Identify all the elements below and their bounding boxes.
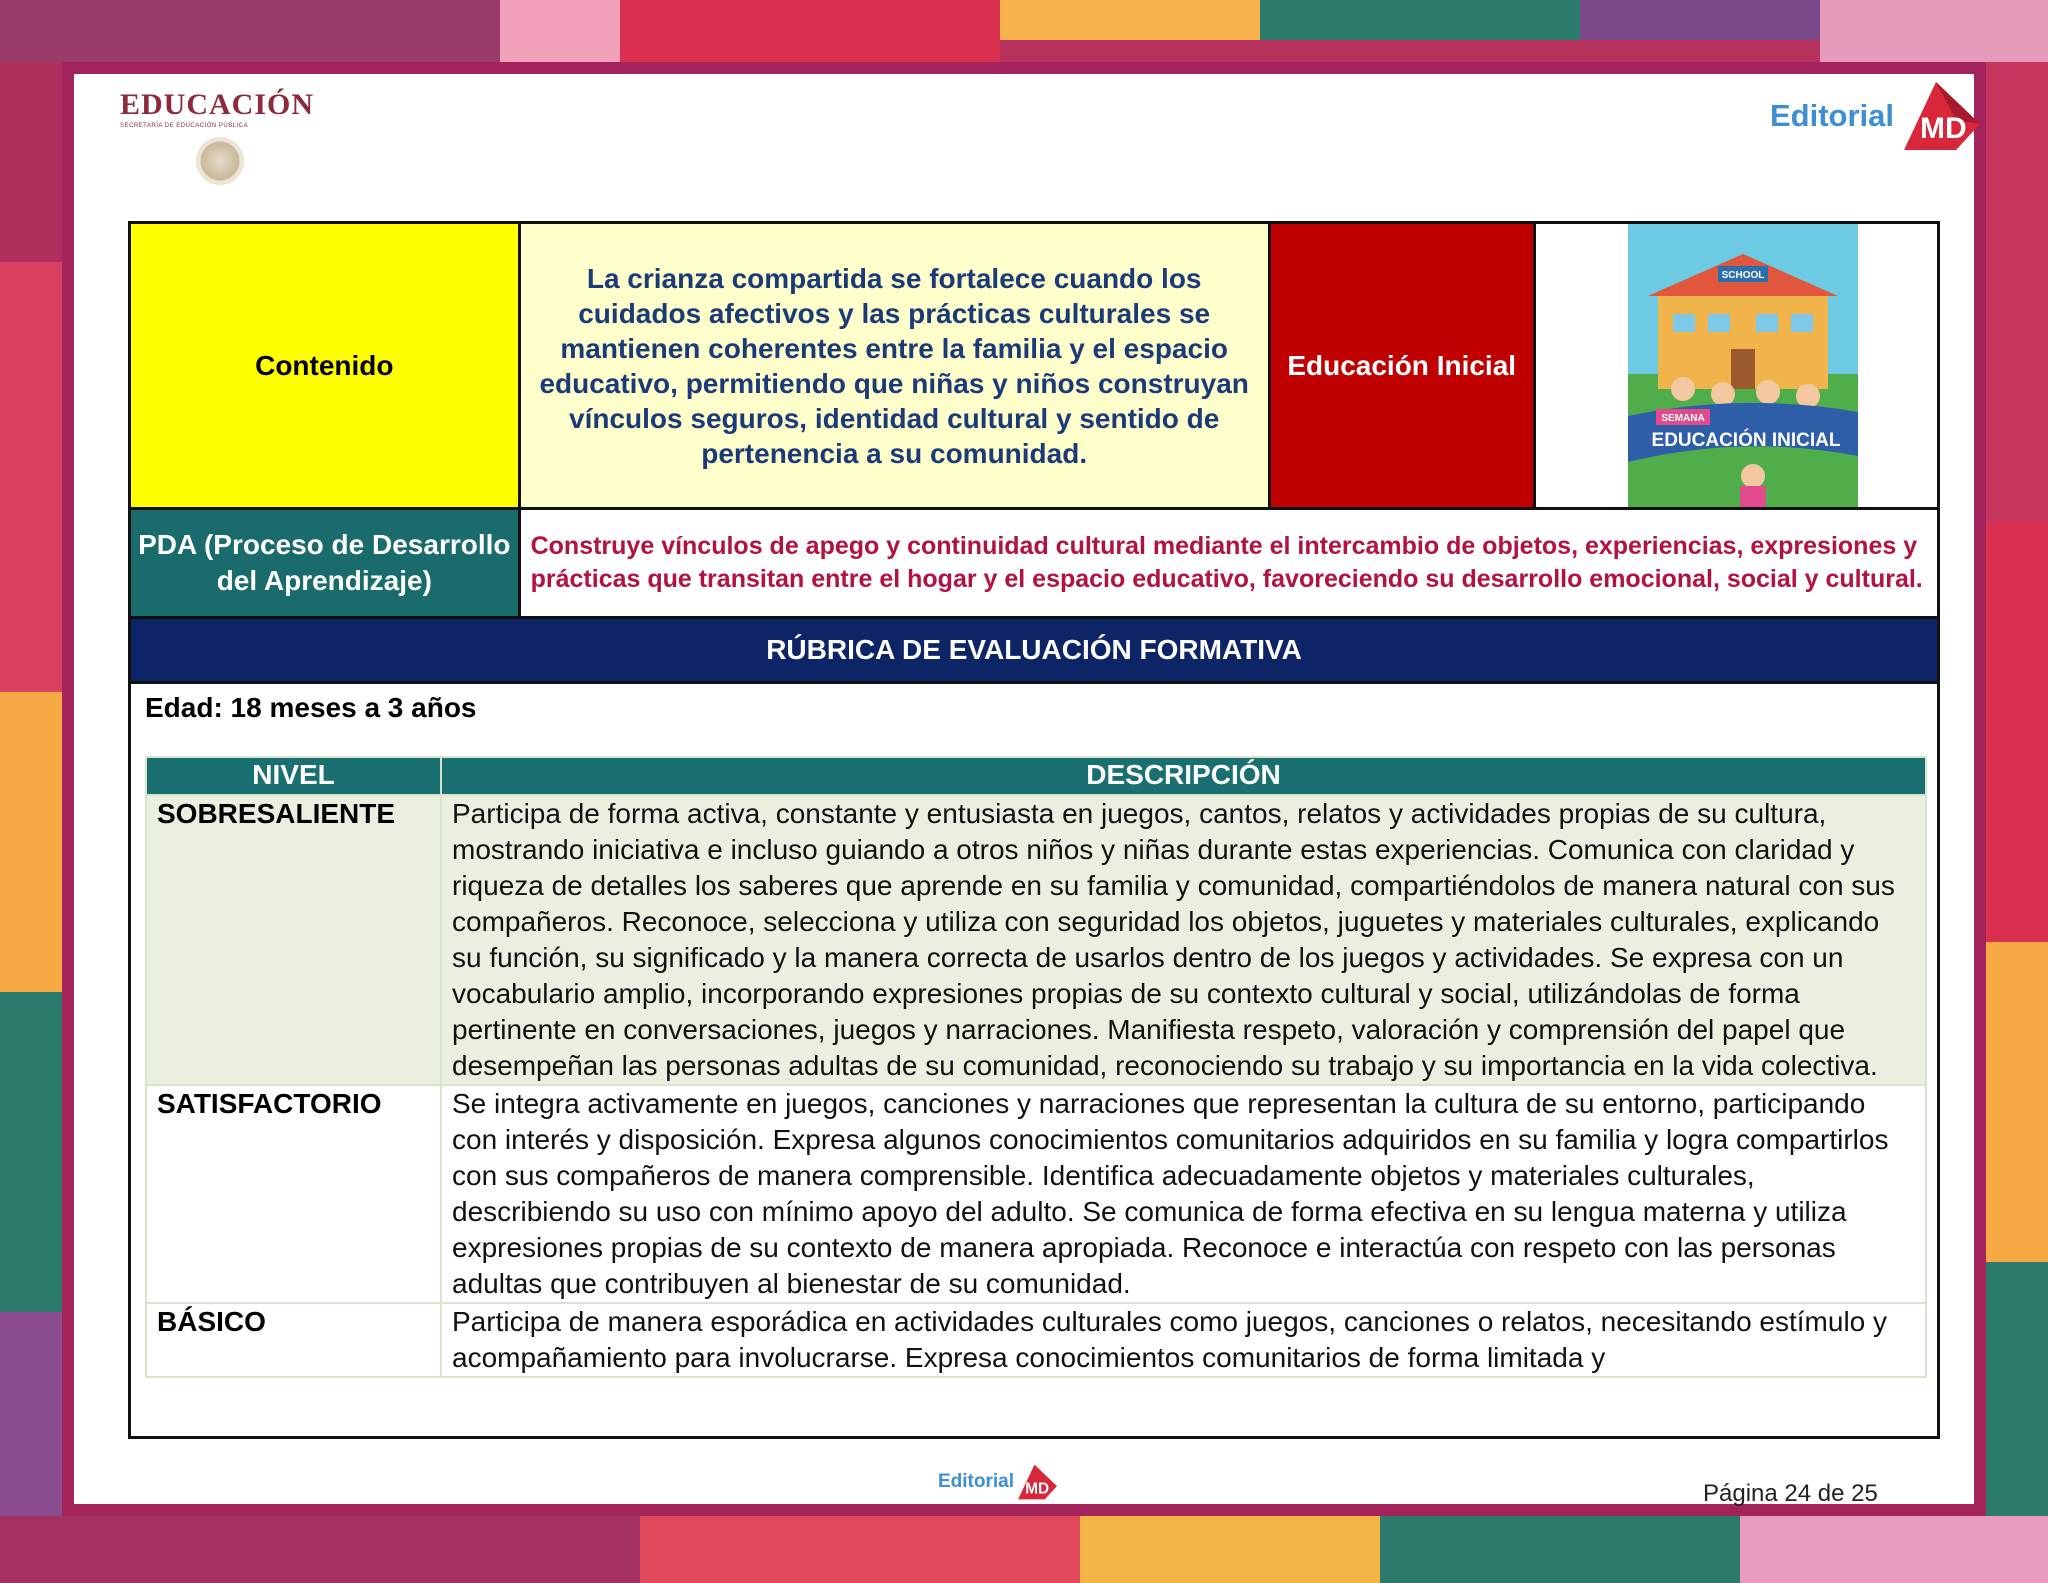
bg-block [0, 62, 62, 262]
table-row [146, 1303, 1926, 1377]
svg-text:SCHOOL: SCHOOL [1721, 270, 1765, 281]
content-table [128, 221, 1940, 1439]
sep-subtitle: SECRETARÍA DE EDUCACIÓN PÚBLICA [120, 123, 249, 129]
svg-text:MD: MD [1920, 112, 1967, 145]
rubric-table [145, 756, 1927, 1378]
level-label: Educación Inicial [1269, 223, 1534, 509]
bg-block [1820, 0, 2048, 62]
sep-logo [120, 88, 330, 185]
svg-text:SEMANA: SEMANA [1660, 413, 1705, 424]
pda-label: PDA (Proceso de Desarrollo del Aprendizaje) [130, 509, 520, 618]
contenido-label: Contenido [130, 223, 520, 509]
rubric-section [130, 683, 1939, 1438]
level-name: SOBRESALIENTE [146, 795, 441, 1085]
column-header-level: NIVEL [146, 757, 441, 795]
bg-block [1000, 0, 1260, 40]
column-header-description: DESCRIPCIÓN [441, 757, 1926, 795]
bg-block [640, 1516, 1080, 1583]
bg-block [0, 992, 62, 1312]
svg-text:EDUCACIÓN INICIAL: EDUCACIÓN INICIAL [1651, 430, 1841, 451]
bg-block [0, 0, 500, 62]
footer-editorial-logo [938, 1462, 1058, 1502]
page-number: Página 24 de 25 [1703, 1480, 1878, 1507]
bg-block [500, 0, 620, 62]
rubric-title: RÚBRICA DE EVALUACIÓN FORMATIVA [130, 618, 1939, 683]
level-name: SATISFACTORIO [146, 1085, 441, 1303]
bg-block [1740, 1516, 2048, 1583]
footer-logo-text: Editorial [938, 1471, 1015, 1492]
educacion-inicial-poster [1628, 224, 1858, 507]
sep-title: EDUCACIÓN [120, 88, 315, 121]
bg-block [1986, 942, 2048, 1262]
bg-block [620, 0, 1000, 62]
level-name: BÁSICO [146, 1303, 441, 1377]
bg-block [1380, 1516, 1740, 1583]
bg-block [0, 1516, 640, 1583]
bg-block [0, 692, 62, 992]
pda-text: Construye vínculos de apego y continuidad cultural mediante el intercambio de objetos, experiencias, expresiones y prácticas que transitan entre el hogar y el espacio educativo, favoreciendo su desarrollo emocional, social y cultural. [519, 509, 1938, 618]
level-description: Participa de forma activa, constante y entusiasta en juegos, cantos, relatos y actividades propias de su cultura, mostrando iniciativa e incluso guiando a otros niños y niñas durante estas experiencias. Comunica con claridad y riqueza de detalles los saberes que aprende en su familia y comunidad, compartiéndolos de manera natural con sus compañeros. Reconoce, selecciona y utiliza con seguridad los objetos, juguetes y materiales culturales, explicando su función, su significado y la manera correcta de usarlos dentro de los juegos y actividades. Se expresa con un vocabulario amplio, incorporando expresiones propias de su contexto cultural y social, utilizándolas de forma pertinente en conversaciones, juegos y narraciones. Manifiesta respeto, valoración y comprensión del papel que desempeñan las personas adultas de su comunidad, reconociendo su trabajo y su importancia en la vida colectiva. [441, 795, 1926, 1085]
bg-block [1580, 0, 1820, 40]
level-description: Se integra activamente en juegos, canciones y narraciones que representan la cultura de su entorno, participando con interés y disposición. Expresa algunos conocimientos comunitarios adquiridos en su familia y logra compartirlos con sus compañeros de manera comprensible. Identifica adecuadamente objetos y materiales culturales, describiendo su uso con mínimo apoyo del adulto. Se comunica de forma efectiva en su lengua materna y utiliza expresiones propias de su contexto de manera apropiada. Reconoce e interactúa con respeto con las personas adultas que contribuyen al bienestar de su comunidad. [441, 1085, 1926, 1303]
editorial-logo-text: Editorial [1770, 98, 1895, 133]
svg-text:MD: MD [1025, 1480, 1050, 1498]
bg-block [1986, 62, 2048, 522]
age-range: Edad: 18 meses a 3 años [145, 692, 477, 723]
level-description: Participa de manera esporádica en actividades culturales como juegos, canciones o relatos, necesitando estímulo y acompañamiento para involucrarse. Expresa conocimientos comunitarios de forma limitada y [441, 1303, 1926, 1377]
poster-cell [1534, 223, 1938, 509]
table-row [146, 795, 1926, 1085]
bg-block [1260, 0, 1580, 40]
editorial-md-logo [1770, 80, 1982, 152]
footer-md-mark-icon [1014, 1462, 1058, 1502]
md-mark-icon [1896, 80, 1982, 152]
contenido-text: La crianza compartida se fortalece cuando los cuidados afectivos y las prácticas culturales se mantienen coherentes entre la familia y el espacio educativo, permitiendo que niñas y niños construyan vínculos seguros, identidad cultural y sentido de pertenencia a su comunidad. [519, 223, 1269, 509]
bg-block [1080, 1516, 1380, 1583]
bg-block [0, 262, 62, 692]
national-seal-icon [196, 137, 244, 185]
bg-block [1986, 522, 2048, 942]
table-row [146, 1085, 1926, 1303]
